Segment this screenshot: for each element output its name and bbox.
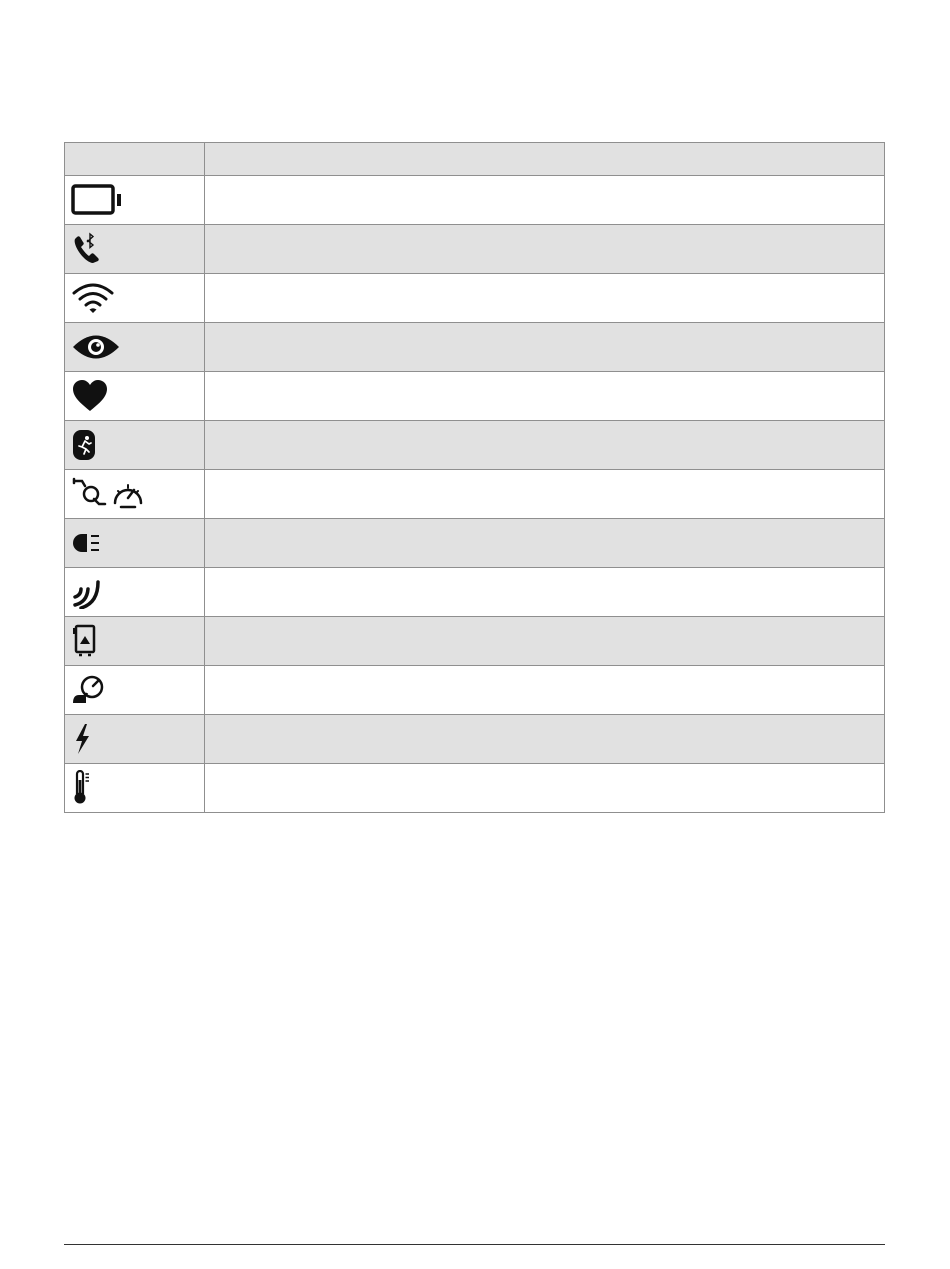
icon-cell bbox=[65, 176, 205, 225]
icon-cell bbox=[65, 225, 205, 274]
table-row bbox=[65, 421, 885, 470]
description-cell bbox=[205, 470, 885, 519]
icon-cell bbox=[65, 470, 205, 519]
description-cell bbox=[205, 568, 885, 617]
icon-cell bbox=[65, 715, 205, 764]
icon-cell bbox=[65, 764, 205, 813]
power-meter-icon bbox=[71, 673, 109, 707]
table-row bbox=[65, 715, 885, 764]
header-description-column bbox=[205, 143, 885, 176]
icon-cell bbox=[65, 666, 205, 715]
running-activity-icon bbox=[71, 428, 99, 462]
footer-divider bbox=[64, 1244, 885, 1245]
table-row bbox=[65, 519, 885, 568]
description-cell bbox=[205, 372, 885, 421]
lightning-icon bbox=[71, 722, 95, 756]
description-cell bbox=[205, 176, 885, 225]
battery-icon bbox=[71, 183, 123, 217]
table-row bbox=[65, 666, 885, 715]
header-icon-column bbox=[65, 143, 205, 176]
cadence-speed-sensor-icon bbox=[71, 477, 147, 511]
table-row bbox=[65, 470, 885, 519]
shift-device-icon bbox=[71, 622, 101, 660]
eye-icon bbox=[71, 330, 121, 364]
table-row bbox=[65, 617, 885, 666]
table-row bbox=[65, 372, 885, 421]
icon-cell bbox=[65, 519, 205, 568]
description-cell bbox=[205, 715, 885, 764]
table-row bbox=[65, 323, 885, 372]
wifi-icon bbox=[71, 281, 115, 315]
description-cell bbox=[205, 617, 885, 666]
icon-cell bbox=[65, 568, 205, 617]
table-row bbox=[65, 176, 885, 225]
description-cell bbox=[205, 519, 885, 568]
icon-table bbox=[64, 142, 885, 813]
description-cell bbox=[205, 274, 885, 323]
radar-icon bbox=[71, 575, 105, 609]
thermometer-icon bbox=[71, 770, 97, 806]
phone-bluetooth-icon bbox=[71, 232, 105, 266]
table-row bbox=[65, 225, 885, 274]
description-cell bbox=[205, 666, 885, 715]
table-row bbox=[65, 764, 885, 813]
description-cell bbox=[205, 225, 885, 274]
icon-cell bbox=[65, 323, 205, 372]
description-cell bbox=[205, 323, 885, 372]
table-row bbox=[65, 568, 885, 617]
table-row bbox=[65, 274, 885, 323]
icon-cell bbox=[65, 421, 205, 470]
bike-light-icon bbox=[71, 526, 105, 560]
icon-cell bbox=[65, 617, 205, 666]
heart-icon bbox=[71, 379, 109, 413]
description-cell bbox=[205, 764, 885, 813]
icon-cell bbox=[65, 274, 205, 323]
description-cell bbox=[205, 421, 885, 470]
icon-cell bbox=[65, 372, 205, 421]
table-header-row bbox=[65, 143, 885, 176]
